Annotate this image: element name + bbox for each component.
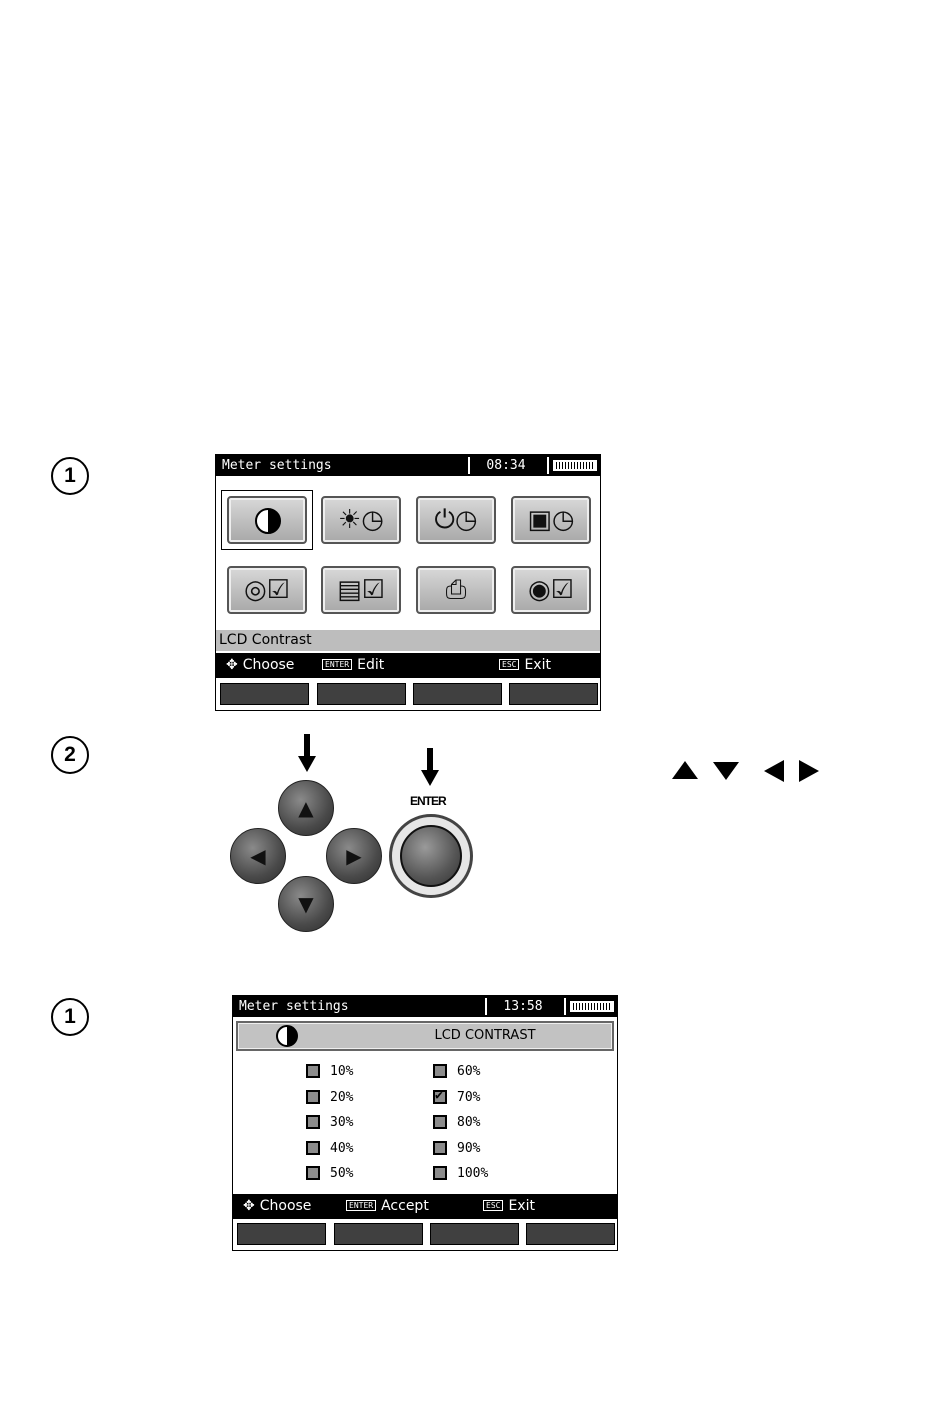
- help-accept: ENTER Accept: [346, 1194, 429, 1219]
- function-key-4[interactable]: [509, 683, 598, 705]
- function-keys: [233, 1220, 617, 1248]
- option-70[interactable]: ✔70%: [433, 1089, 480, 1107]
- backlight-timer-button[interactable]: [321, 496, 401, 544]
- checkbox[interactable]: [433, 1166, 447, 1180]
- function-keys: [216, 680, 600, 708]
- esc-key-icon: ESC: [499, 659, 519, 670]
- option-40[interactable]: 40%: [306, 1140, 353, 1158]
- option-10[interactable]: 10%: [306, 1063, 353, 1081]
- option-100[interactable]: 100%: [433, 1165, 488, 1183]
- selected-item-description: LCD Contrast: [216, 630, 600, 651]
- contrast-icon: [276, 1025, 298, 1047]
- right-arrow-icon: ▶: [346, 844, 362, 868]
- screen-title: Meter settings: [222, 458, 332, 473]
- radio-button[interactable]: [511, 566, 591, 614]
- date-time-button[interactable]: [511, 496, 591, 544]
- checkbox[interactable]: [433, 1064, 447, 1078]
- press-enter-indicator: [421, 748, 439, 786]
- checkbox[interactable]: [306, 1090, 320, 1104]
- title-bar: [233, 996, 617, 1017]
- option-30[interactable]: 30%: [306, 1114, 353, 1132]
- step-number-1: 1: [51, 457, 89, 495]
- up-arrow-icon: ▲: [298, 796, 314, 820]
- function-key-4[interactable]: [526, 1223, 615, 1245]
- function-key-3[interactable]: [430, 1223, 519, 1245]
- checkbox[interactable]: [433, 1115, 447, 1129]
- help-choose: ✥ Choose: [243, 1198, 312, 1214]
- function-key-1[interactable]: [237, 1223, 326, 1245]
- contrast-icon: [255, 508, 281, 534]
- step-number-2: 2: [51, 736, 89, 774]
- checkbox[interactable]: [306, 1064, 320, 1078]
- arrows-icon: ✥: [243, 1198, 255, 1214]
- up-key[interactable]: [278, 780, 334, 836]
- left-arrow-icon: ◀: [250, 844, 266, 868]
- radio-icon: ◉☑: [528, 575, 574, 605]
- checkbox[interactable]: [306, 1166, 320, 1180]
- enter-key[interactable]: [389, 814, 473, 898]
- date-time-icon: ▣◷: [527, 505, 575, 535]
- wireless-icon: ◎☑: [244, 575, 290, 605]
- meter-settings-menu-screen: [215, 454, 601, 711]
- checkbox[interactable]: [433, 1141, 447, 1155]
- enter-key-icon: ENTER: [322, 659, 352, 670]
- battery-icon: [564, 998, 618, 1015]
- printer-button[interactable]: [416, 566, 496, 614]
- update-icon: ▤☑: [337, 575, 385, 605]
- option-50[interactable]: 50%: [306, 1165, 353, 1183]
- help-exit: ESC Exit: [499, 653, 551, 678]
- function-key-3[interactable]: [413, 683, 502, 705]
- wireless-button[interactable]: [227, 566, 307, 614]
- lcd-contrast-screen: [232, 995, 618, 1251]
- printer-icon: ⎙: [445, 575, 467, 605]
- lcd-contrast-header: [236, 1021, 614, 1051]
- up-triangle-icon: [672, 761, 698, 779]
- option-20[interactable]: 20%: [306, 1089, 353, 1107]
- clock: 13:58: [485, 998, 559, 1015]
- right-triangle-icon: [799, 760, 819, 782]
- option-80[interactable]: 80%: [433, 1114, 480, 1132]
- arrows-icon: ✥: [226, 657, 238, 673]
- down-arrow-icon: ▼: [298, 892, 314, 916]
- auto-off-button[interactable]: [416, 496, 496, 544]
- checkbox[interactable]: [306, 1115, 320, 1129]
- right-key[interactable]: [326, 828, 382, 884]
- enter-key-label: ENTER: [410, 794, 446, 808]
- function-key-2[interactable]: [334, 1223, 423, 1245]
- left-key[interactable]: [230, 828, 286, 884]
- help-bar: [216, 653, 600, 678]
- checkbox-checked[interactable]: [433, 1090, 447, 1104]
- enter-key-cap: [400, 825, 462, 887]
- function-key-1[interactable]: [220, 683, 309, 705]
- help-bar: [233, 1194, 617, 1219]
- auto-off-icon: ⏻◷: [434, 505, 478, 535]
- esc-key-icon: ESC: [483, 1200, 503, 1211]
- option-90[interactable]: 90%: [433, 1140, 480, 1158]
- battery-icon: [547, 457, 601, 474]
- function-key-2[interactable]: [317, 683, 406, 705]
- title-bar: [216, 455, 600, 476]
- press-arrow-indicator: [298, 734, 316, 772]
- help-edit: ENTER Edit: [322, 653, 384, 678]
- down-triangle-icon: [713, 762, 739, 780]
- help-exit: ESC Exit: [483, 1194, 535, 1219]
- header-title: LCD CONTRAST: [434, 1028, 536, 1043]
- option-60[interactable]: 60%: [433, 1063, 480, 1081]
- backlight-timer-icon: ☀◷: [338, 505, 384, 535]
- clock: 08:34: [468, 457, 542, 474]
- lcd-contrast-button[interactable]: [227, 496, 307, 544]
- down-key[interactable]: [278, 876, 334, 932]
- update-button[interactable]: [321, 566, 401, 614]
- step-number-3: 1: [51, 998, 89, 1036]
- checkbox[interactable]: [306, 1141, 320, 1155]
- screen-title: Meter settings: [239, 999, 349, 1014]
- help-choose: ✥ Choose: [226, 657, 295, 673]
- enter-key-icon: ENTER: [346, 1200, 376, 1211]
- left-triangle-icon: [764, 760, 784, 782]
